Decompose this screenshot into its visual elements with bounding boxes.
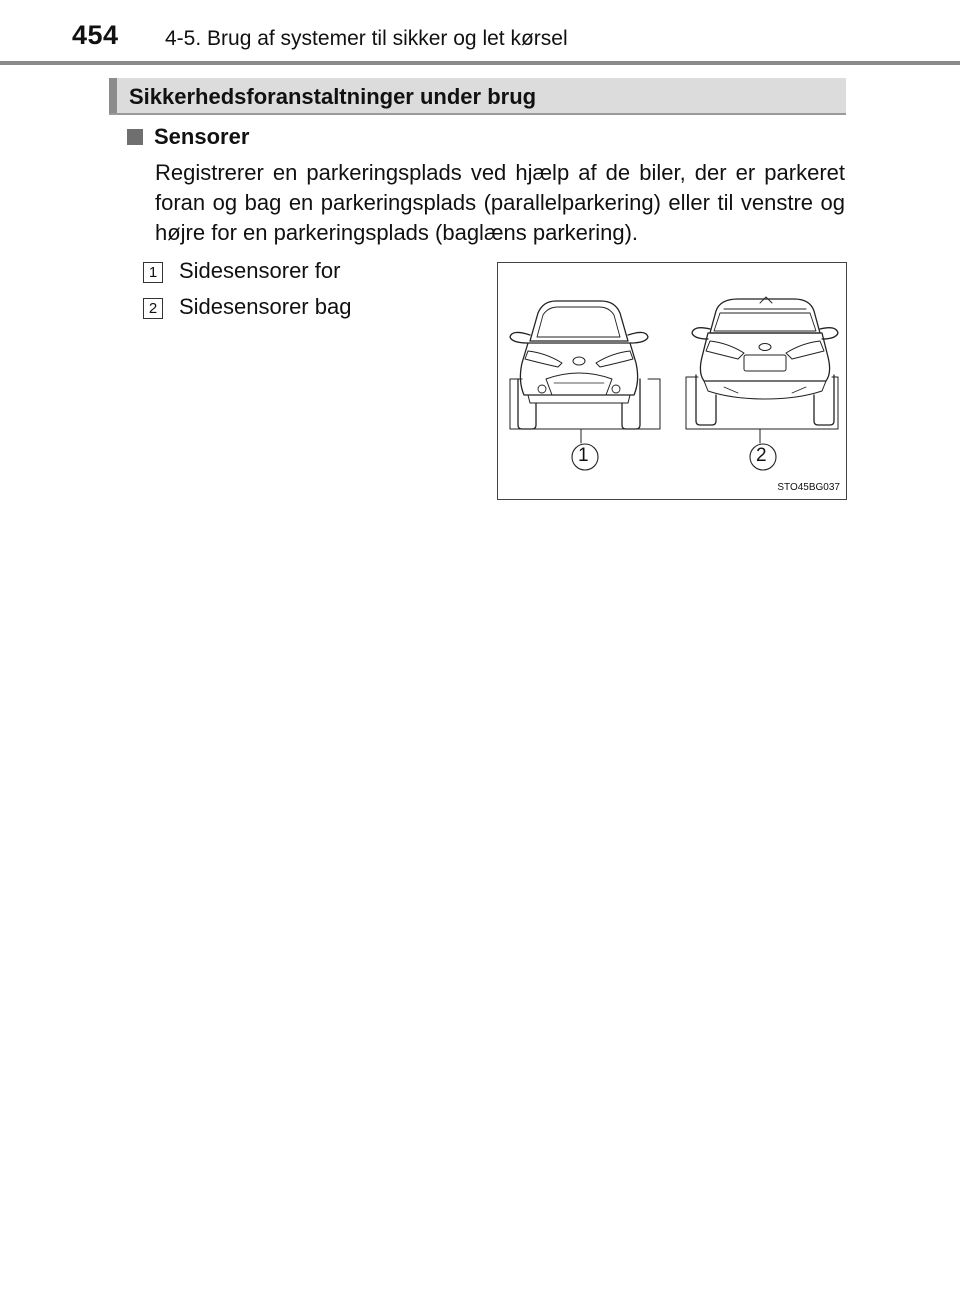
- square-bullet-icon: [127, 129, 143, 145]
- callout-1-label: 1: [578, 445, 589, 466]
- car-illustration: [498, 263, 848, 501]
- list-item: [143, 294, 351, 320]
- sub-heading-text: Sensorer: [154, 124, 250, 149]
- item-number-badge: 1: [143, 262, 163, 283]
- item-number-badge: 2: [143, 298, 163, 319]
- page-number: 454: [72, 20, 119, 50]
- body-paragraph: Registrerer en parkeringsplads ved hjælp af de biler, der er parkeret foran og bag en parkeringsplads (parallelparkering) eller til venstre og højre for en parkeringsplads (baglæns parkering).: [155, 160, 845, 245]
- item-label: Sidesensorer bag: [179, 294, 352, 319]
- sensor-figure: [497, 262, 847, 500]
- sub-heading: [127, 124, 249, 150]
- figure-code: STO45BG037: [777, 482, 840, 493]
- header-rule: [0, 61, 960, 65]
- item-label: Sidesensorer for: [179, 258, 341, 283]
- chapter-title: 4-5. Brug af systemer til sikker og let kørsel: [165, 27, 568, 50]
- section-bar: [109, 78, 846, 115]
- section-accent: [109, 78, 117, 113]
- section-title: Sikkerhedsforanstaltninger under brug: [129, 84, 537, 109]
- list-item: [143, 258, 340, 284]
- callout-2-label: 2: [756, 445, 767, 466]
